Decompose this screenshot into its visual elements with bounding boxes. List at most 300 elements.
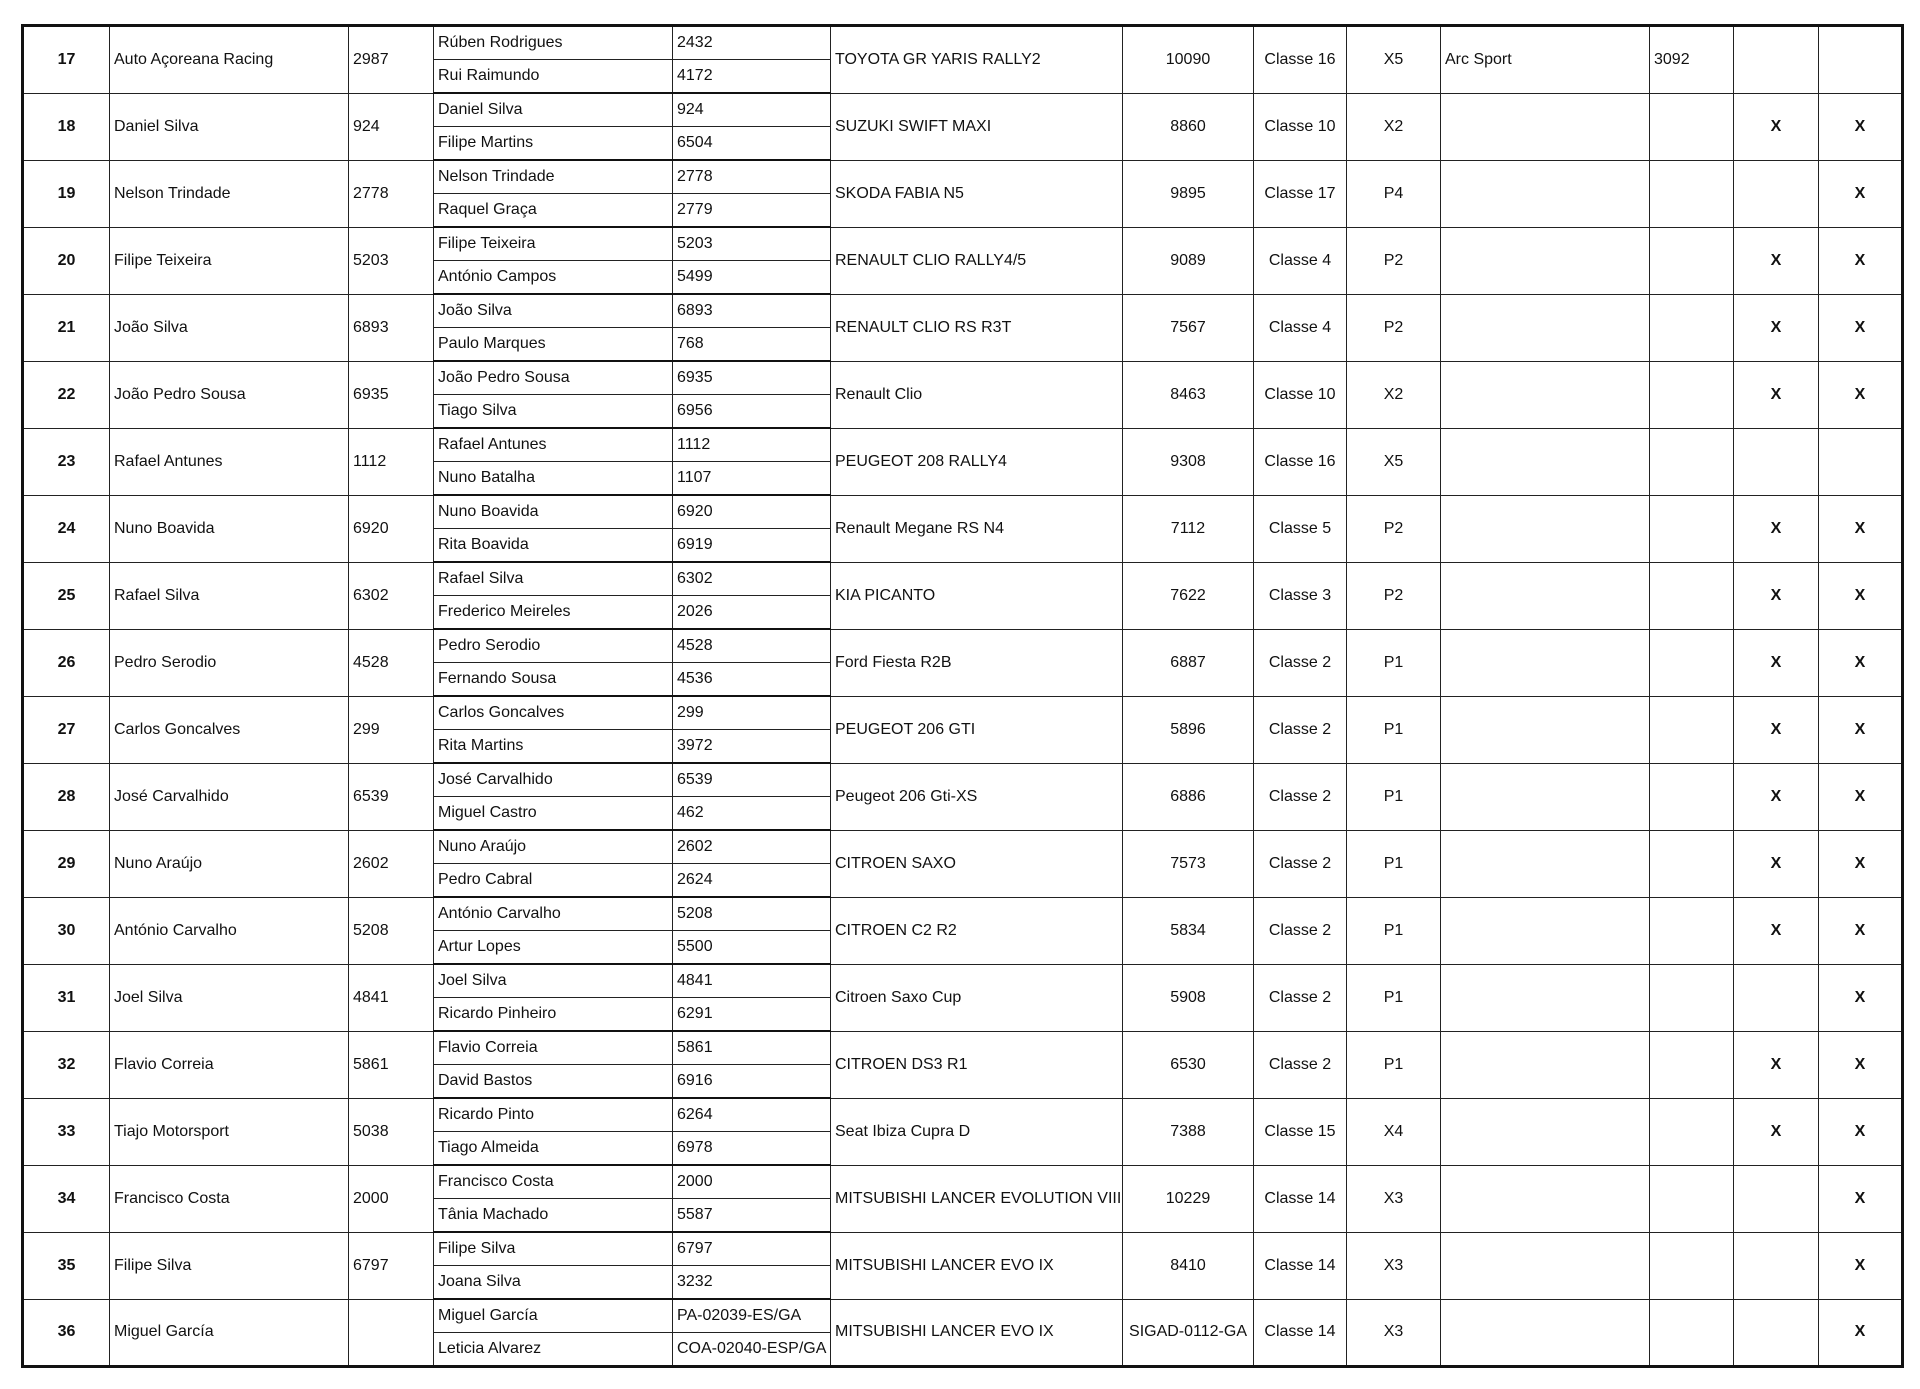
car-class: Classe 5 — [1254, 495, 1347, 562]
competitor-licence: 1112 — [349, 428, 434, 495]
team-name — [1441, 1098, 1650, 1165]
competitor-licence: 2602 — [349, 830, 434, 897]
check-mark-1 — [1734, 26, 1819, 94]
driver-name: João Pedro Sousa — [434, 361, 673, 395]
check-mark-1 — [1734, 1165, 1819, 1232]
codriver-licence: COA-02040-ESP/GA — [673, 1333, 831, 1367]
check-mark-2: X — [1819, 763, 1903, 830]
codriver-licence: 6978 — [673, 1132, 831, 1166]
codriver-licence: 5500 — [673, 931, 831, 965]
driver-name: Rúben Rodrigues — [434, 26, 673, 60]
entry-row — [23, 428, 1903, 462]
codriver-name: Rita Martins — [434, 730, 673, 764]
driver-licence: 6935 — [673, 361, 831, 395]
team-name — [1441, 696, 1650, 763]
check-mark-2: X — [1819, 227, 1903, 294]
entry-number: 34 — [23, 1165, 110, 1232]
car-class: Classe 17 — [1254, 160, 1347, 227]
car-group: P2 — [1347, 227, 1441, 294]
team-licence — [1650, 763, 1734, 830]
codriver-name: Ricardo Pinheiro — [434, 998, 673, 1032]
driver-licence: 4841 — [673, 964, 831, 998]
competitor-name: José Carvalhido — [110, 763, 349, 830]
car-class: Classe 2 — [1254, 897, 1347, 964]
team-name — [1441, 361, 1650, 428]
competitor-licence: 5203 — [349, 227, 434, 294]
driver-licence: 2000 — [673, 1165, 831, 1199]
team-licence — [1650, 361, 1734, 428]
car-group: X3 — [1347, 1232, 1441, 1299]
car-model: RENAULT CLIO RALLY4/5 — [831, 227, 1123, 294]
car-class: Classe 3 — [1254, 562, 1347, 629]
car-class: Classe 15 — [1254, 1098, 1347, 1165]
entry-row — [23, 361, 1903, 395]
car-class: Classe 2 — [1254, 763, 1347, 830]
codriver-name: Leticia Alvarez — [434, 1333, 673, 1367]
competitor-licence: 6920 — [349, 495, 434, 562]
driver-name: António Carvalho — [434, 897, 673, 931]
codriver-name: Raquel Graça — [434, 194, 673, 228]
codriver-name: Miguel Castro — [434, 797, 673, 831]
entry-number: 20 — [23, 227, 110, 294]
check-mark-2: X — [1819, 294, 1903, 361]
check-mark-2: X — [1819, 830, 1903, 897]
car-model: Ford Fiesta R2B — [831, 629, 1123, 696]
entry-row — [23, 1232, 1903, 1266]
entry-number: 35 — [23, 1232, 110, 1299]
competitor-name: Pedro Serodio — [110, 629, 349, 696]
car-class: Classe 14 — [1254, 1232, 1347, 1299]
homologation-number: 7567 — [1123, 294, 1254, 361]
codriver-name: Tiago Almeida — [434, 1132, 673, 1166]
driver-licence: 6920 — [673, 495, 831, 529]
driver-name: Pedro Serodio — [434, 629, 673, 663]
entry-number: 32 — [23, 1031, 110, 1098]
car-model: Citroen Saxo Cup — [831, 964, 1123, 1031]
team-name — [1441, 629, 1650, 696]
team-name: Arc Sport — [1441, 26, 1650, 94]
codriver-name: Pedro Cabral — [434, 864, 673, 898]
driver-licence: 924 — [673, 93, 831, 127]
car-model: TOYOTA GR YARIS RALLY2 — [831, 26, 1123, 94]
competitor-name: Tiajo Motorsport — [110, 1098, 349, 1165]
codriver-name: David Bastos — [434, 1065, 673, 1099]
car-class: Classe 2 — [1254, 964, 1347, 1031]
homologation-number: 8463 — [1123, 361, 1254, 428]
check-mark-2: X — [1819, 495, 1903, 562]
codriver-licence: 6956 — [673, 395, 831, 429]
homologation-number: 6886 — [1123, 763, 1254, 830]
driver-licence: 4528 — [673, 629, 831, 663]
check-mark-1: X — [1734, 562, 1819, 629]
team-name — [1441, 294, 1650, 361]
check-mark-1 — [1734, 1232, 1819, 1299]
team-licence — [1650, 964, 1734, 1031]
car-group: P1 — [1347, 763, 1441, 830]
team-name — [1441, 1165, 1650, 1232]
team-name — [1441, 897, 1650, 964]
team-licence — [1650, 93, 1734, 160]
car-group: X2 — [1347, 93, 1441, 160]
driver-licence: 6539 — [673, 763, 831, 797]
check-mark-2: X — [1819, 93, 1903, 160]
driver-licence: 6893 — [673, 294, 831, 328]
car-group: X5 — [1347, 428, 1441, 495]
team-licence — [1650, 1031, 1734, 1098]
team-name — [1441, 160, 1650, 227]
team-name — [1441, 227, 1650, 294]
competitor-licence: 6935 — [349, 361, 434, 428]
homologation-number: 9089 — [1123, 227, 1254, 294]
driver-name: Miguel García — [434, 1299, 673, 1333]
team-name — [1441, 763, 1650, 830]
driver-licence: 6264 — [673, 1098, 831, 1132]
car-group: P4 — [1347, 160, 1441, 227]
codriver-name: Rui Raimundo — [434, 60, 673, 94]
driver-name: Ricardo Pinto — [434, 1098, 673, 1132]
team-name — [1441, 964, 1650, 1031]
check-mark-2: X — [1819, 897, 1903, 964]
homologation-number: 5834 — [1123, 897, 1254, 964]
codriver-licence: 2624 — [673, 864, 831, 898]
team-licence — [1650, 1232, 1734, 1299]
entry-row — [23, 294, 1903, 328]
codriver-licence: 462 — [673, 797, 831, 831]
car-class: Classe 10 — [1254, 361, 1347, 428]
check-mark-1: X — [1734, 897, 1819, 964]
driver-licence: 6302 — [673, 562, 831, 596]
check-mark-2: X — [1819, 1232, 1903, 1299]
homologation-number: 10090 — [1123, 26, 1254, 94]
competitor-licence: 299 — [349, 696, 434, 763]
codriver-name: Joana Silva — [434, 1266, 673, 1300]
competitor-name: Auto Açoreana Racing — [110, 26, 349, 94]
check-mark-1: X — [1734, 227, 1819, 294]
team-licence — [1650, 1299, 1734, 1367]
codriver-licence: 5587 — [673, 1199, 831, 1233]
homologation-number: SIGAD-0112-GA — [1123, 1299, 1254, 1367]
check-mark-1: X — [1734, 830, 1819, 897]
competitor-licence: 924 — [349, 93, 434, 160]
check-mark-1: X — [1734, 93, 1819, 160]
codriver-licence: 6919 — [673, 529, 831, 563]
check-mark-2: X — [1819, 1031, 1903, 1098]
team-licence: 3092 — [1650, 26, 1734, 94]
entry-row — [23, 160, 1903, 194]
driver-name: Francisco Costa — [434, 1165, 673, 1199]
check-mark-1: X — [1734, 629, 1819, 696]
team-licence — [1650, 1098, 1734, 1165]
entry-row — [23, 763, 1903, 797]
entry-number: 36 — [23, 1299, 110, 1367]
entry-row — [23, 696, 1903, 730]
homologation-number: 9308 — [1123, 428, 1254, 495]
homologation-number: 7622 — [1123, 562, 1254, 629]
driver-name: Rafael Silva — [434, 562, 673, 596]
car-model: RENAULT CLIO RS R3T — [831, 294, 1123, 361]
check-mark-2: X — [1819, 562, 1903, 629]
competitor-name: Daniel Silva — [110, 93, 349, 160]
entry-number: 18 — [23, 93, 110, 160]
codriver-name: Paulo Marques — [434, 328, 673, 362]
car-class: Classe 16 — [1254, 26, 1347, 94]
car-group: P1 — [1347, 696, 1441, 763]
car-group: P1 — [1347, 964, 1441, 1031]
entry-row — [23, 227, 1903, 261]
driver-licence: 299 — [673, 696, 831, 730]
codriver-name: Fernando Sousa — [434, 663, 673, 697]
codriver-licence: 6504 — [673, 127, 831, 161]
team-name — [1441, 1031, 1650, 1098]
check-mark-2: X — [1819, 629, 1903, 696]
competitor-licence: 2000 — [349, 1165, 434, 1232]
check-mark-2: X — [1819, 696, 1903, 763]
competitor-name: Flavio Correia — [110, 1031, 349, 1098]
entry-row — [23, 1031, 1903, 1065]
car-group: X4 — [1347, 1098, 1441, 1165]
car-model: MITSUBISHI LANCER EVOLUTION VIII — [831, 1165, 1123, 1232]
driver-licence: 2602 — [673, 830, 831, 864]
entry-number: 17 — [23, 26, 110, 94]
driver-name: Rafael Antunes — [434, 428, 673, 462]
team-name — [1441, 830, 1650, 897]
entry-number: 31 — [23, 964, 110, 1031]
driver-name: Carlos Goncalves — [434, 696, 673, 730]
check-mark-2: X — [1819, 361, 1903, 428]
homologation-number: 7112 — [1123, 495, 1254, 562]
car-model: SUZUKI SWIFT MAXI — [831, 93, 1123, 160]
homologation-number: 7388 — [1123, 1098, 1254, 1165]
competitor-licence: 6797 — [349, 1232, 434, 1299]
check-mark-2 — [1819, 26, 1903, 94]
car-model: Renault Clio — [831, 361, 1123, 428]
car-class: Classe 14 — [1254, 1165, 1347, 1232]
check-mark-1: X — [1734, 495, 1819, 562]
check-mark-2: X — [1819, 1299, 1903, 1367]
team-licence — [1650, 1165, 1734, 1232]
driver-name: Nuno Boavida — [434, 495, 673, 529]
entry-number: 33 — [23, 1098, 110, 1165]
car-model: PEUGEOT 206 GTI — [831, 696, 1123, 763]
entry-number: 25 — [23, 562, 110, 629]
car-group: X5 — [1347, 26, 1441, 94]
driver-licence: 1112 — [673, 428, 831, 462]
driver-licence: PA-02039-ES/GA — [673, 1299, 831, 1333]
team-name — [1441, 562, 1650, 629]
car-class: Classe 14 — [1254, 1299, 1347, 1367]
codriver-licence: 4172 — [673, 60, 831, 94]
check-mark-1 — [1734, 160, 1819, 227]
car-group: X2 — [1347, 361, 1441, 428]
driver-licence: 2778 — [673, 160, 831, 194]
competitor-name: Miguel García — [110, 1299, 349, 1367]
car-class: Classe 16 — [1254, 428, 1347, 495]
car-model: CITROEN SAXO — [831, 830, 1123, 897]
driver-licence: 6797 — [673, 1232, 831, 1266]
codriver-licence: 6291 — [673, 998, 831, 1032]
check-mark-2: X — [1819, 964, 1903, 1031]
entry-row — [23, 562, 1903, 596]
entry-number: 24 — [23, 495, 110, 562]
car-model: SKODA FABIA N5 — [831, 160, 1123, 227]
entry-row — [23, 495, 1903, 529]
homologation-number: 6887 — [1123, 629, 1254, 696]
codriver-licence: 4536 — [673, 663, 831, 697]
car-group: P2 — [1347, 495, 1441, 562]
competitor-name: Filipe Silva — [110, 1232, 349, 1299]
team-licence — [1650, 562, 1734, 629]
driver-licence: 5861 — [673, 1031, 831, 1065]
driver-licence: 5208 — [673, 897, 831, 931]
car-group: X3 — [1347, 1299, 1441, 1367]
competitor-name: Carlos Goncalves — [110, 696, 349, 763]
competitor-name: Rafael Antunes — [110, 428, 349, 495]
codriver-name: Tiago Silva — [434, 395, 673, 429]
team-licence — [1650, 227, 1734, 294]
competitor-licence: 5038 — [349, 1098, 434, 1165]
check-mark-1: X — [1734, 763, 1819, 830]
team-name — [1441, 1299, 1650, 1367]
codriver-licence: 768 — [673, 328, 831, 362]
car-model: KIA PICANTO — [831, 562, 1123, 629]
car-group: P1 — [1347, 897, 1441, 964]
team-name — [1441, 495, 1650, 562]
competitor-licence: 5208 — [349, 897, 434, 964]
check-mark-1: X — [1734, 1098, 1819, 1165]
check-mark-1: X — [1734, 361, 1819, 428]
car-class: Classe 4 — [1254, 227, 1347, 294]
entry-number: 19 — [23, 160, 110, 227]
entry-row — [23, 93, 1903, 127]
driver-name: José Carvalhido — [434, 763, 673, 797]
car-model: Seat Ibiza Cupra D — [831, 1098, 1123, 1165]
car-class: Classe 2 — [1254, 1031, 1347, 1098]
competitor-licence — [349, 1299, 434, 1367]
car-class: Classe 2 — [1254, 629, 1347, 696]
check-mark-2 — [1819, 428, 1903, 495]
competitor-name: Nelson Trindade — [110, 160, 349, 227]
driver-name: Filipe Teixeira — [434, 227, 673, 261]
competitor-licence: 2987 — [349, 26, 434, 94]
car-class: Classe 2 — [1254, 696, 1347, 763]
codriver-name: Filipe Martins — [434, 127, 673, 161]
competitor-name: Filipe Teixeira — [110, 227, 349, 294]
car-class: Classe 10 — [1254, 93, 1347, 160]
team-licence — [1650, 160, 1734, 227]
entry-number: 28 — [23, 763, 110, 830]
codriver-licence: 2779 — [673, 194, 831, 228]
check-mark-2: X — [1819, 160, 1903, 227]
check-mark-1: X — [1734, 294, 1819, 361]
team-name — [1441, 93, 1650, 160]
check-mark-1 — [1734, 964, 1819, 1031]
entry-list-table — [21, 24, 1904, 1368]
codriver-name: Artur Lopes — [434, 931, 673, 965]
car-model: MITSUBISHI LANCER EVO IX — [831, 1232, 1123, 1299]
car-model: Peugeot 206 Gti-XS — [831, 763, 1123, 830]
check-mark-1 — [1734, 428, 1819, 495]
team-licence — [1650, 428, 1734, 495]
entry-row — [23, 26, 1903, 60]
entry-number: 29 — [23, 830, 110, 897]
check-mark-1: X — [1734, 1031, 1819, 1098]
competitor-name: Nuno Boavida — [110, 495, 349, 562]
codriver-licence: 3972 — [673, 730, 831, 764]
team-licence — [1650, 696, 1734, 763]
car-group: P2 — [1347, 562, 1441, 629]
competitor-name: Nuno Araújo — [110, 830, 349, 897]
competitor-licence: 6302 — [349, 562, 434, 629]
driver-name: Filipe Silva — [434, 1232, 673, 1266]
driver-name: Daniel Silva — [434, 93, 673, 127]
homologation-number: 5896 — [1123, 696, 1254, 763]
car-model: PEUGEOT 208 RALLY4 — [831, 428, 1123, 495]
entry-row — [23, 964, 1903, 998]
competitor-licence: 4528 — [349, 629, 434, 696]
codriver-licence: 1107 — [673, 462, 831, 496]
entry-number: 26 — [23, 629, 110, 696]
competitor-name: Francisco Costa — [110, 1165, 349, 1232]
driver-name: Joel Silva — [434, 964, 673, 998]
homologation-number: 10229 — [1123, 1165, 1254, 1232]
driver-licence: 5203 — [673, 227, 831, 261]
competitor-name: António Carvalho — [110, 897, 349, 964]
codriver-licence: 2026 — [673, 596, 831, 630]
homologation-number: 9895 — [1123, 160, 1254, 227]
codriver-licence: 5499 — [673, 261, 831, 295]
check-mark-1: X — [1734, 696, 1819, 763]
driver-name: Flavio Correia — [434, 1031, 673, 1065]
entry-number: 21 — [23, 294, 110, 361]
competitor-licence: 5861 — [349, 1031, 434, 1098]
check-mark-2: X — [1819, 1098, 1903, 1165]
team-name — [1441, 1232, 1650, 1299]
entry-row — [23, 1165, 1903, 1199]
entry-number: 22 — [23, 361, 110, 428]
competitor-licence: 6893 — [349, 294, 434, 361]
homologation-number: 5908 — [1123, 964, 1254, 1031]
codriver-licence: 3232 — [673, 1266, 831, 1300]
driver-name: João Silva — [434, 294, 673, 328]
codriver-name: Rita Boavida — [434, 529, 673, 563]
team-licence — [1650, 830, 1734, 897]
competitor-licence: 4841 — [349, 964, 434, 1031]
codriver-licence: 6916 — [673, 1065, 831, 1099]
entry-row — [23, 1299, 1903, 1333]
entry-row — [23, 1098, 1903, 1132]
team-licence — [1650, 629, 1734, 696]
driver-name: Nuno Araújo — [434, 830, 673, 864]
car-model: MITSUBISHI LANCER EVO IX — [831, 1299, 1123, 1367]
driver-licence: 2432 — [673, 26, 831, 60]
homologation-number: 6530 — [1123, 1031, 1254, 1098]
entry-row — [23, 629, 1903, 663]
codriver-name: Frederico Meireles — [434, 596, 673, 630]
entry-row — [23, 897, 1903, 931]
homologation-number: 8860 — [1123, 93, 1254, 160]
entry-row — [23, 830, 1903, 864]
check-mark-1 — [1734, 1299, 1819, 1367]
competitor-licence: 6539 — [349, 763, 434, 830]
homologation-number: 8410 — [1123, 1232, 1254, 1299]
entry-number: 27 — [23, 696, 110, 763]
car-model: CITROEN DS3 R1 — [831, 1031, 1123, 1098]
team-licence — [1650, 294, 1734, 361]
entry-number: 30 — [23, 897, 110, 964]
competitor-licence: 2778 — [349, 160, 434, 227]
car-group: X3 — [1347, 1165, 1441, 1232]
competitor-name: João Silva — [110, 294, 349, 361]
